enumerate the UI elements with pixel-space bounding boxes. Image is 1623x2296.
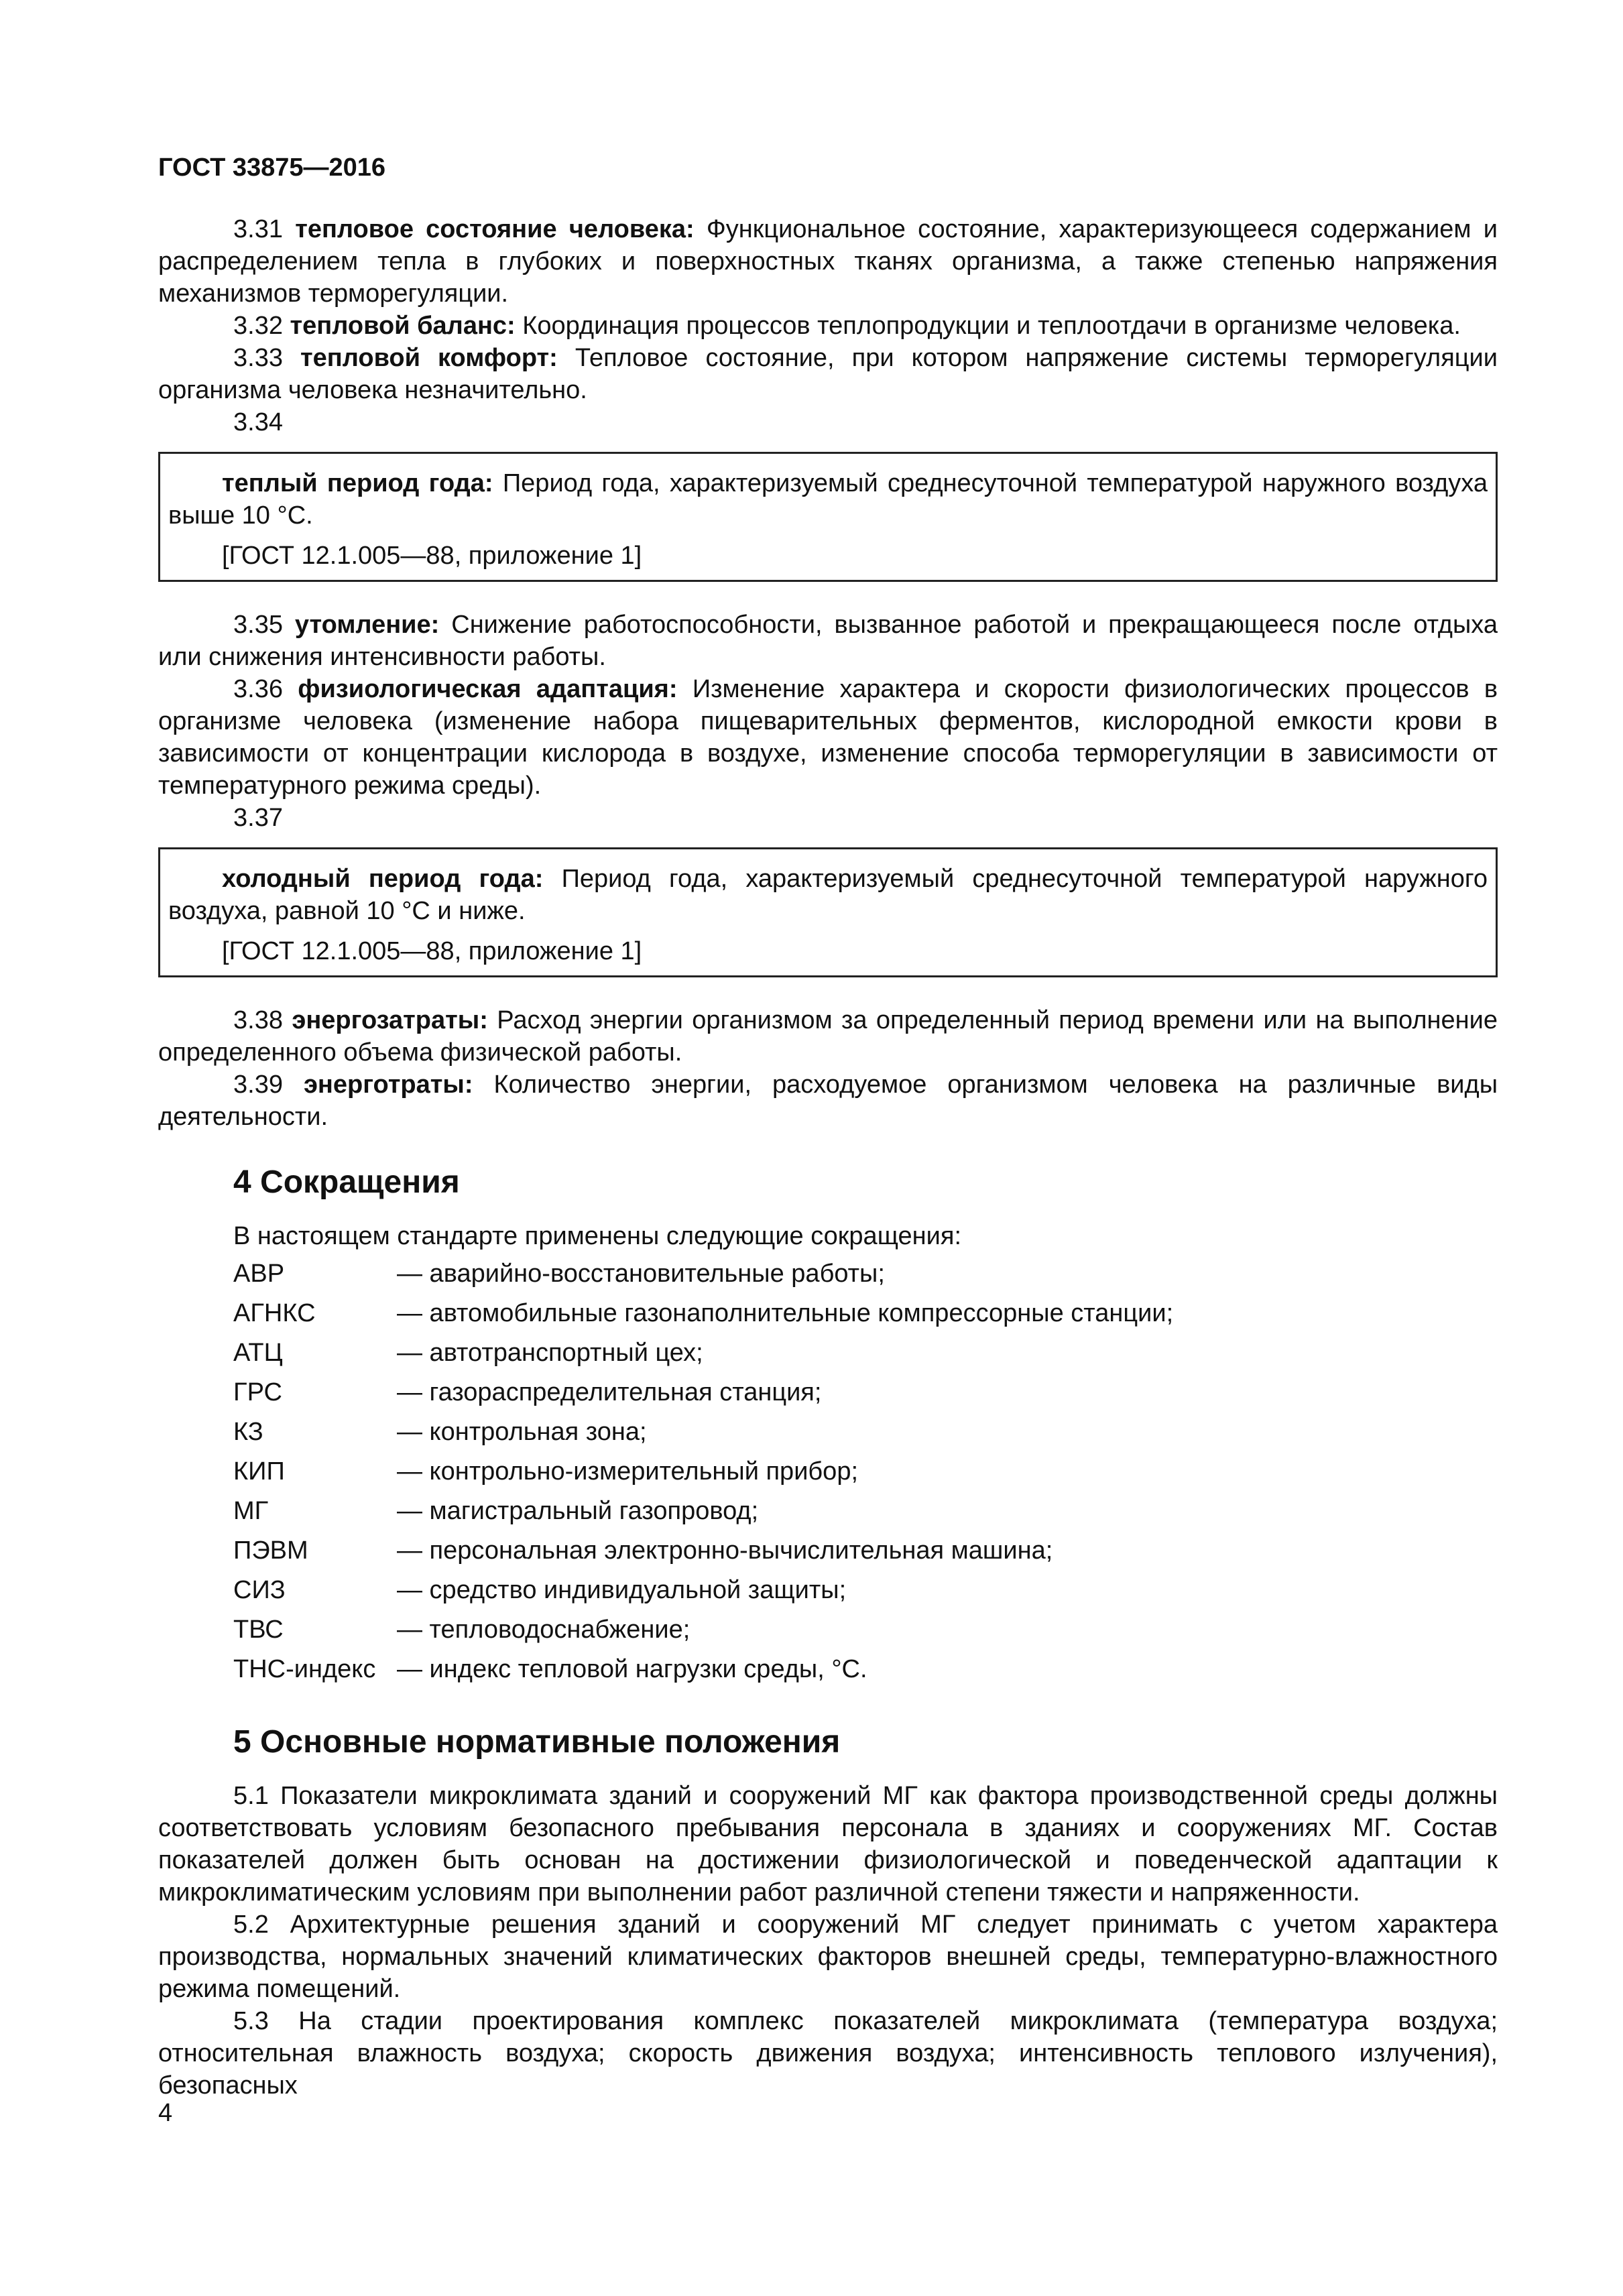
section-4-intro: В настоящем стандарте применены следующие сокращения: — [233, 1222, 962, 1250]
abbreviation-row — [233, 1258, 1498, 1297]
definition-text: Функциональное состояние, характеризующееся содержанием и распределением тепла в глубоких и поверхностных тканях организма, а также степенью напряжения механизмов терморегуляции. — [158, 215, 1498, 308]
definition-3-36: 3.36 физиологическая адаптация: Изменение характера и скорости физиологических процессов в организме человека (изменение набора пищеварительных ферментов, кислородной емкости крови в зависимости от концентрации кислорода в воздухе, изменение способа терморегуляции в зависимости от температурного режима среды). — [158, 675, 1498, 800]
definition-term: энерготраты: — [303, 1071, 473, 1099]
definition-text: Тепловое состояние, при котором напряжение системы терморегуляции организма человека незначительно. — [158, 344, 1498, 404]
abbreviation-code: МГ — [233, 1497, 269, 1525]
abbreviation-row — [233, 1297, 1498, 1337]
abbreviation-text: — средство индивидуальной защиты; — [397, 1576, 847, 1604]
reference-citation: [ГОСТ 12.1.005—88, приложение 1] — [222, 937, 642, 965]
boxed-definition-body — [168, 863, 1488, 927]
definition-text: Количество энергии, расходуемое организмом человека на различные виды деятельности. — [158, 1071, 1498, 1131]
abbreviation-text: — газораспределительная станция; — [397, 1378, 822, 1406]
definition-term: физиологическая адаптация: — [298, 675, 678, 703]
definition-term: тепловое состояние человека: — [295, 215, 695, 243]
definition-3-39: 3.39 энерготраты: Количество энергии, расходуемое организмом человека на различные виды деятельности. — [158, 1071, 1498, 1131]
abbreviation-text: — контрольно-измерительный прибор; — [397, 1457, 859, 1486]
document-body — [158, 213, 1498, 2102]
definition-3-34-number: 3.34 — [233, 408, 283, 436]
abbreviation-code: ТНС-индекс — [233, 1655, 376, 1683]
abbreviation-text: — аварийно-восстановительные работы; — [397, 1260, 885, 1288]
definition-text: Период года, характеризуемый среднесуточной температурой наружного воздуха выше 10 °С. — [168, 469, 1488, 530]
section-5-heading: 5 Основные нормативные положения — [233, 1724, 841, 1760]
definition-3-38: 3.38 энергозатраты: Расход энергии организмом за определенный период времени или на выполнение определенного объема физической работы. — [158, 1006, 1498, 1067]
definition-term: холодный период года: — [222, 865, 544, 893]
definition-text: Период года, характеризуемый среднесуточной температурой наружного воздуха, равной 10 °С и ниже. — [168, 865, 1488, 925]
definition-term: теплый период года: — [222, 469, 493, 497]
definition-3-31: 3.31 тепловое состояние человека: Функциональное состояние, характеризующееся содержанием и распределением тепла в глубоких и поверхностных тканях организма, а также степенью напряжения механизмов терморегуляции. — [158, 215, 1498, 308]
abbreviation-row — [233, 1495, 1498, 1534]
definition-3-32: 3.32 тепловой баланс: Координация процессов теплопродукции и теплоотдачи в организме человека. — [233, 312, 1461, 340]
abbreviation-row — [233, 1653, 1498, 1693]
abbreviation-row — [233, 1574, 1498, 1614]
definition-text: Изменение характера и скорости физиологических процессов в организме человека (изменение набора пищеварительных ферментов, кислородной емкости крови в зависимости от концентрации кислорода в воздухе, изменение способа терморегуляции в зависимости от температурного режима среды). — [158, 675, 1498, 800]
reference-citation: [ГОСТ 12.1.005—88, приложение 1] — [222, 542, 642, 570]
abbreviation-row — [233, 1455, 1498, 1495]
abbreviation-code: ПЭВМ — [233, 1536, 308, 1565]
abbreviation-code: АТЦ — [233, 1339, 283, 1367]
abbreviation-code: КЗ — [233, 1418, 263, 1446]
clause-5-1: 5.1 Показатели микроклимата зданий и сооружений МГ как фактора производственной среды должны соответствовать условиям безопасного пребывания персонала в зданиях и сооружениях МГ. Состав показателей должен быть основан на достижении физиологической и поведенческой адаптации к микроклиматическим условиям при выполнении работ различной степени тяжести и напряженности. — [158, 1782, 1498, 1907]
abbreviation-code: КИП — [233, 1457, 285, 1486]
boxed-definition-3-34 — [158, 452, 1498, 582]
definition-text: Снижение работоспособности, вызванное работой и прекращающееся после отдыха или снижения интенсивности работы. — [158, 611, 1498, 671]
abbreviation-text: — персональная электронно-вычислительная машина; — [397, 1536, 1053, 1565]
abbreviation-text: — автомобильные газонаполнительные компрессорные станции; — [397, 1299, 1174, 1327]
abbreviation-code: ГРС — [233, 1378, 282, 1406]
abbreviation-code: СИЗ — [233, 1576, 286, 1604]
definition-text: Расход энергии организмом за определенный период времени или на выполнение определенного объема физической работы. — [158, 1006, 1498, 1067]
abbreviation-row — [233, 1376, 1498, 1416]
abbreviation-code: АГНКС — [233, 1299, 316, 1327]
definition-text: Координация процессов теплопродукции и теплоотдачи в организме человека. — [522, 312, 1461, 340]
clause-5-3: 5.3 На стадии проектирования комплекс показателей микроклимата (температура воздуха; относительная влажность воздуха; скорость движения воздуха; интенсивность теплового излучения), безопасных — [158, 2007, 1498, 2100]
abbreviation-code: АВР — [233, 1260, 285, 1288]
definition-term: тепловой комфорт: — [300, 344, 558, 372]
definition-3-37-number: 3.37 — [233, 804, 283, 832]
definition-3-33: 3.33 тепловой комфорт: Тепловое состояние, при котором напряжение системы терморегуляции организма человека незначительно. — [158, 344, 1498, 404]
definition-term: тепловой баланс: — [290, 312, 516, 340]
abbreviation-text: — индекс тепловой нагрузки среды, °С. — [397, 1655, 867, 1683]
abbreviation-text: — автотранспортный цех; — [397, 1339, 703, 1367]
page-number: 4 — [158, 2099, 173, 2127]
clause-5-2: 5.2 Архитектурные решения зданий и сооружений МГ следует принимать с учетом характера производства, нормальных значений климатических факторов внешней среды, температурно-влажностного режима помещений. — [158, 1911, 1498, 2003]
definition-term: энергозатраты: — [292, 1006, 488, 1034]
definition-term: утомление: — [294, 611, 440, 639]
boxed-definition-body — [168, 467, 1488, 532]
definition-3-35: 3.35 утомление: Снижение работоспособности, вызванное работой и прекращающееся после отдыха или снижения интенсивности работы. — [158, 611, 1498, 671]
abbreviation-row — [233, 1416, 1498, 1455]
abbreviation-row — [233, 1614, 1498, 1653]
abbreviation-list — [158, 1258, 1498, 1693]
abbreviation-code: ТВС — [233, 1616, 284, 1644]
abbreviation-text: — магистральный газопровод; — [397, 1497, 759, 1525]
abbreviation-text: — контрольная зона; — [397, 1418, 647, 1446]
abbreviation-row — [233, 1337, 1498, 1376]
abbreviation-row — [233, 1534, 1498, 1574]
boxed-definition-3-37 — [158, 847, 1498, 977]
doc-header-code: ГОСТ 33875—2016 — [158, 154, 386, 182]
abbreviation-text: — тепловодоснабжение; — [397, 1616, 690, 1644]
section-4-heading: 4 Сокращения — [233, 1164, 460, 1200]
